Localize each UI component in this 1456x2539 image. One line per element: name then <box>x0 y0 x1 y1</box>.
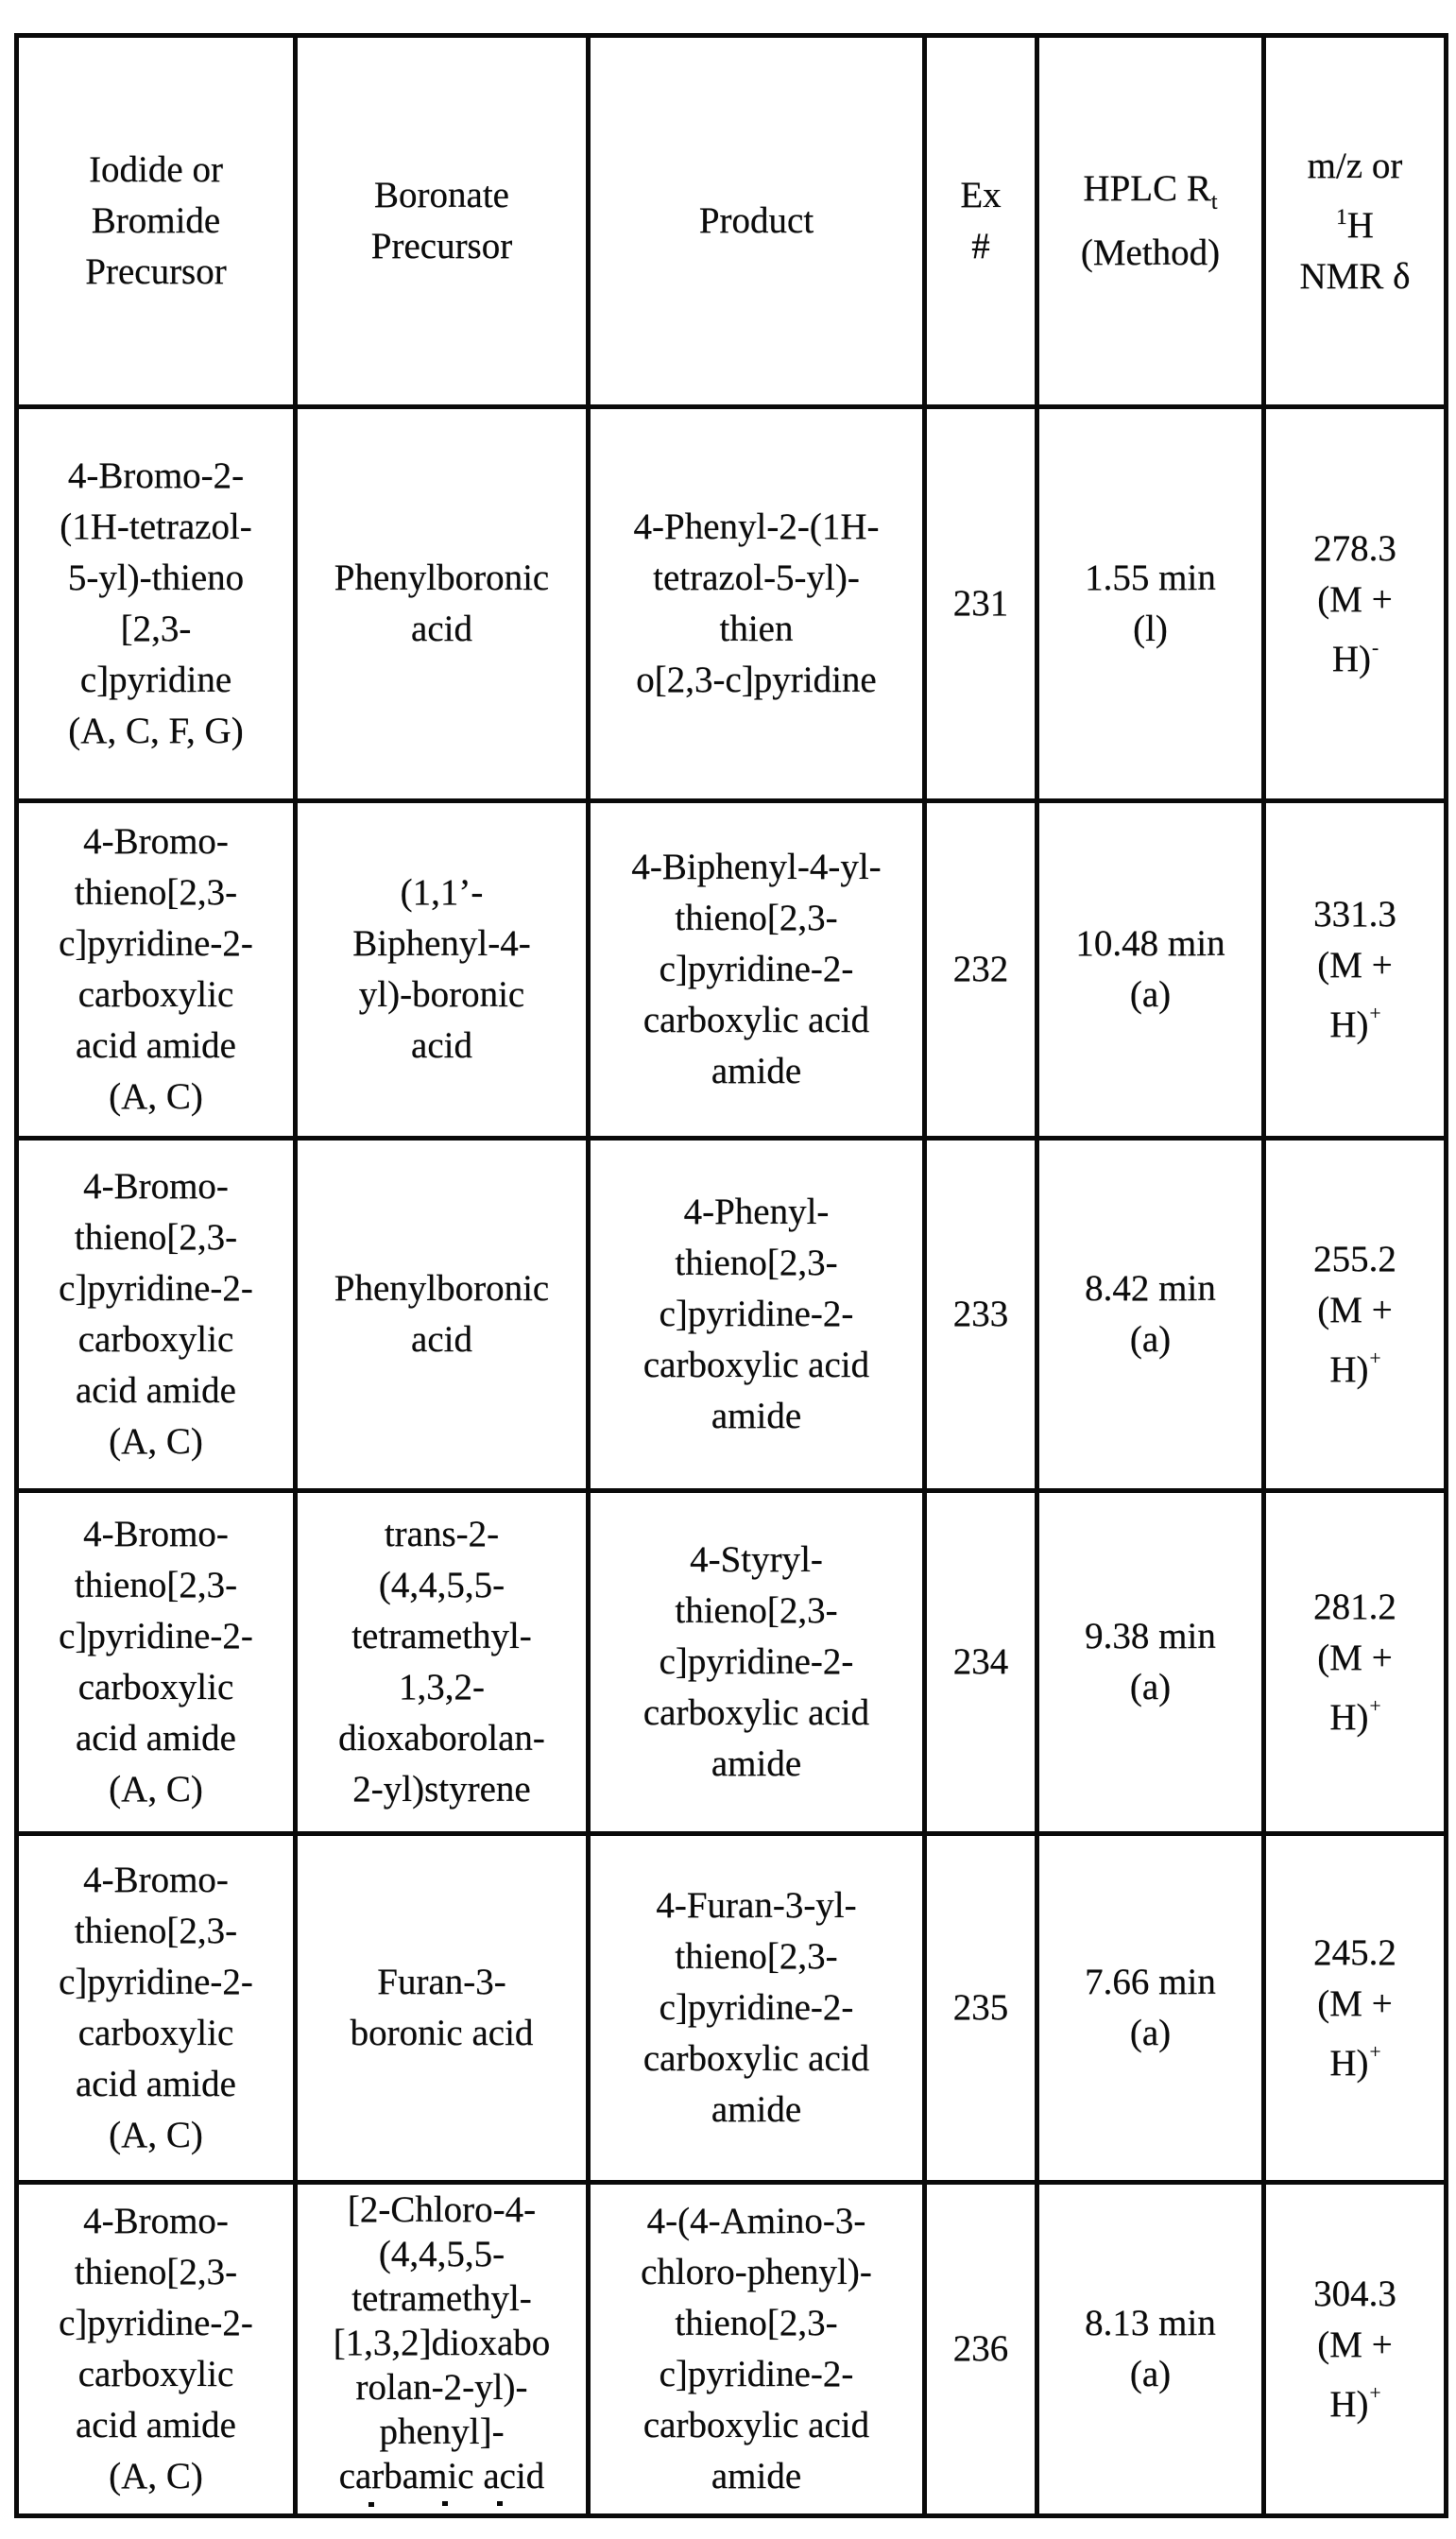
hplc-text: 7.66 min (a) <box>1085 1962 1216 2053</box>
mz-value: 255.2 (M + <box>1313 1238 1396 1330</box>
ex-number-cell <box>925 407 1037 801</box>
boronate-text: Phenylboronic acid <box>334 1268 550 1360</box>
product-text: 4-Styryl- thieno[2,3- c]pyridine-2- carboxylic acid amide <box>642 1539 870 1784</box>
mz-charge-sign: + <box>1369 1347 1381 1370</box>
mz-ion-base: H) <box>1331 638 1371 679</box>
ex-number: 233 <box>952 1294 1009 1334</box>
mz-cell <box>1264 407 1447 801</box>
mz-ion-line <box>1266 2030 1444 2089</box>
hplc-text: 9.38 min (a) <box>1085 1616 1216 1707</box>
mz-ion-line <box>1266 1336 1444 1396</box>
product-cell <box>589 1834 925 2183</box>
boronate-cell <box>296 801 589 1139</box>
boronate-text: (1,1’- Biphenyl-4- yl)-boronic acid <box>352 872 531 1066</box>
hplc-cell <box>1037 1834 1264 2183</box>
ex-number: 234 <box>952 1641 1009 1682</box>
mz-ion-base: H) <box>1329 1348 1369 1390</box>
hplc-text: 8.13 min (a) <box>1085 2303 1216 2394</box>
iodide-cell <box>17 1834 296 2183</box>
boronate-cell <box>296 1139 589 1491</box>
header-hplc-rt-main: HPLC R <box>1083 168 1211 210</box>
hplc-text: 1.55 min (l) <box>1085 558 1216 649</box>
header-mz-label: m/z or <box>1307 145 1403 186</box>
boronate-cell <box>296 407 589 801</box>
iodide-text: 4-Bromo- thieno[2,3- c]pyridine-2- carboxylic acid amide (A, C) <box>59 1166 253 1462</box>
ex-number-cell <box>925 2183 1037 2516</box>
mz-ion-line <box>1266 626 1444 685</box>
table-row-ex-235 <box>17 1834 1447 2183</box>
iodide-text: 4-Bromo-2- (1H-tetrazol- 5-yl)-thieno [2,3- c]pyridine (A, C, F, G) <box>60 455 252 751</box>
mz-ion-line <box>1266 2371 1444 2430</box>
mz-cell <box>1264 1139 1447 1491</box>
table-row-ex-233 <box>17 1139 1447 1491</box>
product-text: 4-Phenyl-2-(1H- tetrazol-5-yl)- thien o[2,3-c]pyridine <box>633 506 880 700</box>
mz-charge-sign: + <box>1369 2381 1381 2405</box>
ex-number-cell <box>925 1834 1037 2183</box>
mz-cell <box>1264 801 1447 1139</box>
product-text: 4-Biphenyl-4-yl- thieno[2,3- c]pyridine-2- carboxylic acid amide <box>631 847 882 1091</box>
suzuki-coupling-compound-table <box>14 33 1448 2518</box>
product-cell <box>589 407 925 801</box>
mz-charge-sign: + <box>1369 2040 1381 2064</box>
iodide-text: 4-Bromo- thieno[2,3- c]pyridine-2- carboxylic acid amide (A, C) <box>59 1860 253 2155</box>
mz-cell <box>1264 1491 1447 1834</box>
boronate-text: trans-2- (4,4,5,5- tetramethyl- 1,3,2- dioxaborolan- 2-yl)styrene <box>338 1514 545 1810</box>
hplc-cell <box>1037 407 1264 801</box>
ex-number-cell <box>925 1139 1037 1491</box>
product-cell <box>589 1491 925 1834</box>
mz-value: 331.3 (M + <box>1313 893 1396 986</box>
hplc-cell <box>1037 2183 1264 2516</box>
ex-number-cell <box>925 1491 1037 1834</box>
product-cell <box>589 2183 925 2516</box>
clipped-text-remnant <box>298 2499 586 2511</box>
iodide-cell <box>17 2183 296 2516</box>
hplc-text: 10.48 min (a) <box>1075 923 1225 1015</box>
mz-ion-line <box>1266 1684 1444 1743</box>
iodide-text: 4-Bromo- thieno[2,3- c]pyridine-2- carboxylic acid amide (A, C) <box>59 1514 253 1810</box>
mz-ion-base: H) <box>1329 2042 1369 2084</box>
boronate-cell <box>296 2183 589 2516</box>
iodide-cell <box>17 1491 296 1834</box>
mz-value: 278.3 (M + <box>1313 527 1396 620</box>
hplc-cell <box>1037 1491 1264 1834</box>
hplc-cell <box>1037 801 1264 1139</box>
mz-charge-sign: + <box>1369 1694 1381 1718</box>
header-proton-superscript: 1 <box>1336 204 1347 230</box>
product-cell <box>589 801 925 1139</box>
header-proton-label <box>1266 192 1444 251</box>
boronate-text: [2-Chloro-4- (4,4,5,5- tetramethyl- [1,3,2]dioxabo rolan-2-yl)- phenyl]- carbamic acid <box>333 2189 551 2496</box>
header-ex-number <box>925 36 1037 407</box>
mz-ion-line <box>1266 991 1444 1051</box>
header-iodide-precursor-label: Iodide or Bromide Precursor <box>85 149 227 292</box>
header-iodide-precursor <box>17 36 296 407</box>
product-cell <box>589 1139 925 1491</box>
header-hplc-rt <box>1037 36 1264 407</box>
iodide-cell <box>17 1139 296 1491</box>
header-boronate-precursor-label: Boronate Precursor <box>370 175 513 266</box>
mz-cell <box>1264 2183 1447 2516</box>
iodide-text: 4-Bromo- thieno[2,3- c]pyridine-2- carboxylic acid amide (A, C) <box>59 2201 253 2496</box>
mz-value: 245.2 (M + <box>1313 1931 1396 2024</box>
header-hplc-rt-line1 <box>1039 163 1261 228</box>
mz-charge-sign: - <box>1372 636 1379 660</box>
iodide-cell <box>17 801 296 1139</box>
mz-value: 304.3 (M + <box>1313 2273 1396 2365</box>
product-text: 4-Furan-3-yl- thieno[2,3- c]pyridine-2- carboxylic acid amide <box>642 1885 870 2130</box>
table-row-ex-236 <box>17 2183 1447 2516</box>
mz-cell <box>1264 1834 1447 2183</box>
mz-value: 281.2 (M + <box>1313 1586 1396 1678</box>
boronate-cell <box>296 1834 589 2183</box>
table-row-ex-234 <box>17 1491 1447 1834</box>
ex-number: 231 <box>952 583 1009 624</box>
header-hplc-method-label: (Method) <box>1080 232 1221 273</box>
header-product <box>589 36 925 407</box>
hplc-cell <box>1037 1139 1264 1491</box>
header-product-label: Product <box>698 200 814 241</box>
ex-number: 232 <box>952 949 1009 989</box>
ex-number-cell <box>925 801 1037 1139</box>
boronate-text: Phenylboronic acid <box>334 558 550 649</box>
mz-ion-base: H) <box>1329 2383 1369 2425</box>
iodide-cell <box>17 407 296 801</box>
header-hplc-rt-subscript: t <box>1210 188 1218 214</box>
mz-ion-base: H) <box>1329 1004 1369 1045</box>
header-ex-number-label: Ex # <box>960 175 1002 266</box>
product-text: 4-Phenyl- thieno[2,3- c]pyridine-2- carboxylic acid amide <box>642 1192 870 1436</box>
iodide-text: 4-Bromo- thieno[2,3- c]pyridine-2- carboxylic acid amide (A, C) <box>59 821 253 1117</box>
ex-number: 236 <box>952 2328 1009 2369</box>
boronate-text: Furan-3- boronic acid <box>350 1962 534 2053</box>
header-boronate-precursor <box>296 36 589 407</box>
mz-charge-sign: + <box>1369 1002 1381 1025</box>
boronate-cell <box>296 1491 589 1834</box>
product-text: 4-(4-Amino-3- chloro-phenyl)- thieno[2,3- c]pyridine-2- carboxylic acid amide <box>641 2201 872 2496</box>
mz-ion-base: H) <box>1329 1696 1369 1738</box>
table-row-ex-231 <box>17 407 1447 801</box>
hplc-text: 8.42 min (a) <box>1085 1268 1216 1360</box>
header-nmr-delta-label: NMR δ <box>1299 255 1411 297</box>
table-row-ex-232 <box>17 801 1447 1139</box>
header-row <box>17 36 1447 407</box>
ex-number: 235 <box>952 1987 1009 2028</box>
header-mz-nmr <box>1264 36 1447 407</box>
header-proton-h: H <box>1346 204 1374 246</box>
